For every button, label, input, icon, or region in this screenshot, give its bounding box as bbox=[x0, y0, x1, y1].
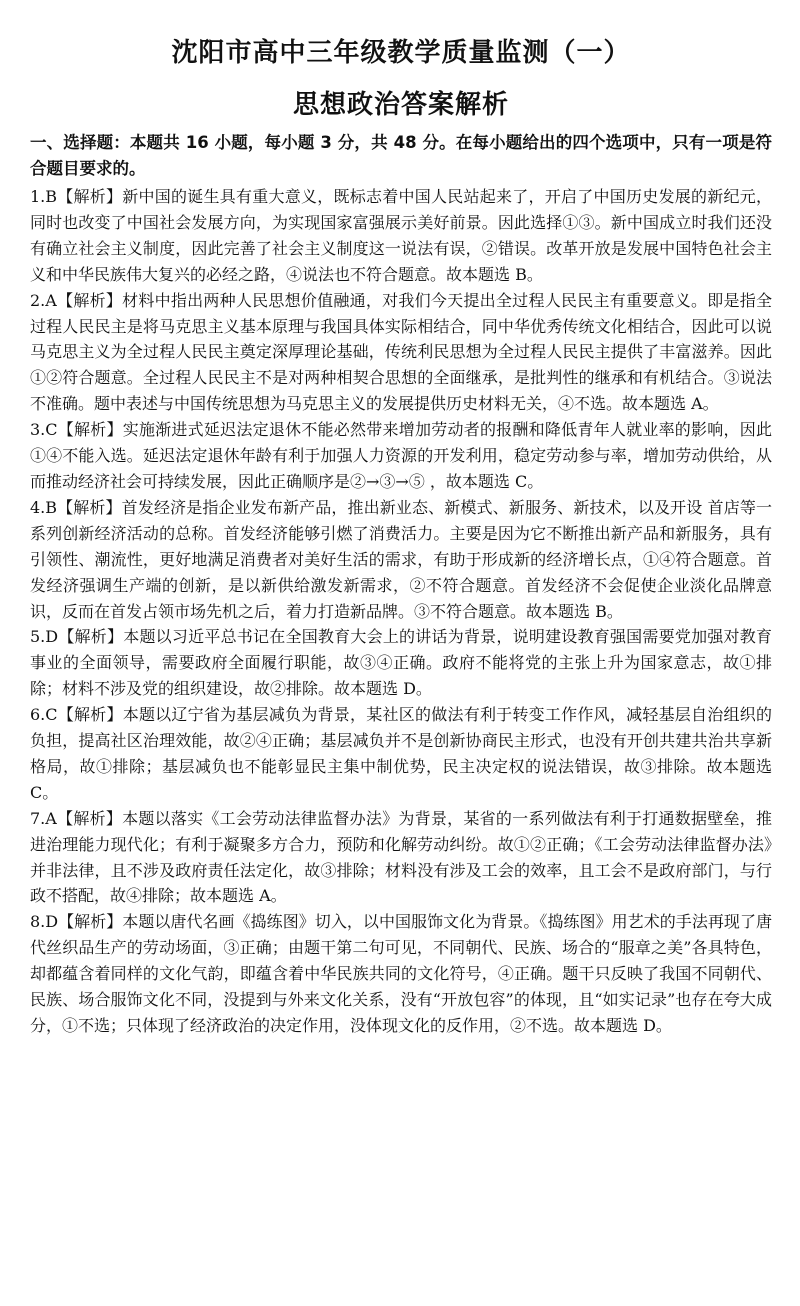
document-title: 沈阳市高中三年级教学质量监测（一） bbox=[171, 38, 631, 68]
answer-item-4: 4.B【解析】首发经济是指企业发布新产品，推出新业态、新模式、新服务、新技术，以及开设 首店等一系列创新经济活动的总称。首发经济能够引燃了消费活力。主要是因为它不断推出新产品和新服务，具有引领性、潮流性，更好地满足消费者对美好生活的需求，有助于形成新的经济增长点，①④符合题意。首发经济强调生产端的创新，是以新供给激发新需求，②不符合题意。首发经济不会促使企业淡化品牌意识，反而在首发占领市场先机之后，着力打造新品牌。③不符合题意。故本题选 B。 bbox=[30, 497, 772, 621]
answer-item-8: 8.D【解析】本题以唐代名画《捣练图》切入，以中国服饰文化为背景。《捣练图》用艺术的手法再现了唐代丝织品生产的劳动场面，③正确；由题干第二句可见，不同朝代、民族、场合的“服章之美”各具特色，却都蕴含着同样的文化气韵，即蕴含着中华民族共同的文化符号，④正确。题干只反映了我国不同朝代、民族、场合服饰文化不同，没提到与外来文化关系，没有“开放包容”的体现，且“如实记录”也存在夸大成分，①不选；只体现了经济政治的决定作用，没体现文化的反作用，②不选。故本题选 D。 bbox=[30, 912, 772, 1035]
answer-document bbox=[30, 36, 772, 1039]
document-subtitle: 思想政治答案解析 bbox=[292, 90, 509, 120]
answer-item-3: 3.C【解析】实施渐进式延迟法定退休不能必然带来增加劳动者的报酬和降低青年人就业率的影响，因此①④不能入选。延迟法定退休年龄有利于加强人力资源的开发利用，稳定劳动参与率，增加劳动供给，从而推动经济社会可持续发展，因此正确顺序是②→③→⑤ ，故本题选 C。 bbox=[30, 420, 772, 491]
answer-list bbox=[30, 184, 772, 1039]
answer-item-6: 6.C【解析】本题以辽宁省为基层减负为背景，某社区的做法有利于转变工作作风，减轻基层自治组织的负担，提高社区治理效能，故②④正确；基层减负并不是创新协商民主形式，也没有开创共建共治共享新格局，故①排除；基层减负也不能彰显民主集中制优势，民主决定权的说法错误，故③排除。故本题选 C。 bbox=[30, 705, 772, 802]
section-heading: 一、选择题：本题共 16 小题，每小题 3 分，共 48 分。在每小题给出的四个选项中，只有一项是符合题目要求的。 bbox=[30, 133, 772, 178]
answer-item-1: 1.B【解析】新中国的诞生具有重大意义，既标志着中国人民站起来了，开启了中国历史发展的新纪元，同时也改变了中国社会发展方向，为实现国家富强展示美好前景。因此选择①③。新中国成立时我们还没有确立社会主义制度，因此完善了社会主义制度这一说法有误，②错误。改革开放是发展中国特色社会主义和中华民族伟大复兴的必经之路，④说法也不符合题意。故本题选 B。 bbox=[30, 187, 772, 284]
answer-item-2: 2.A【解析】材料中指出两种人民思想价值融通，对我们今天提出全过程人民民主有重要意义。即是指全过程人民民主是将马克思主义基本原理与我国具体实际相结合，同中华优秀传统文化相结合，因此可以说马克思主义为全过程人民民主奠定深厚理论基础，传统利民思想为全过程人民民主提供了丰富滋养。因此①②符合题意。全过程人民民主不是对两种相契合思想的全面继承，是批判性的继承和有机结合。③说法不准确。题中表述与中国传统思想为马克思主义的发展提供历史材料无关，④不选。故本题选 A。 bbox=[30, 290, 772, 414]
answer-item-5: 5.D【解析】本题以习近平总书记在全国教育大会上的讲话为背景，说明建设教育强国需要党加强对教育事业的全面领导，需要政府全面履行职能，故③④正确。政府不能将党的主张上升为国家意志，故①排除；材料不涉及党的组织建设，故②排除。故本题选 D。 bbox=[30, 627, 772, 699]
answer-item-7: 7.A【解析】本题以落实《工会劳动法律监督办法》为背景，某省的一系列做法有利于打通数据壁垒，推进治理能力现代化；有利于凝聚多方合力，预防和化解劳动纠纷。故①②正确；《工会劳动法律监督办法》并非法律，且不涉及政府责任法定化，故③排除；材料没有涉及工会的效率，且工会不是政府部门，与行政不搭配，故④排除；故本题选 A。 bbox=[30, 808, 772, 906]
